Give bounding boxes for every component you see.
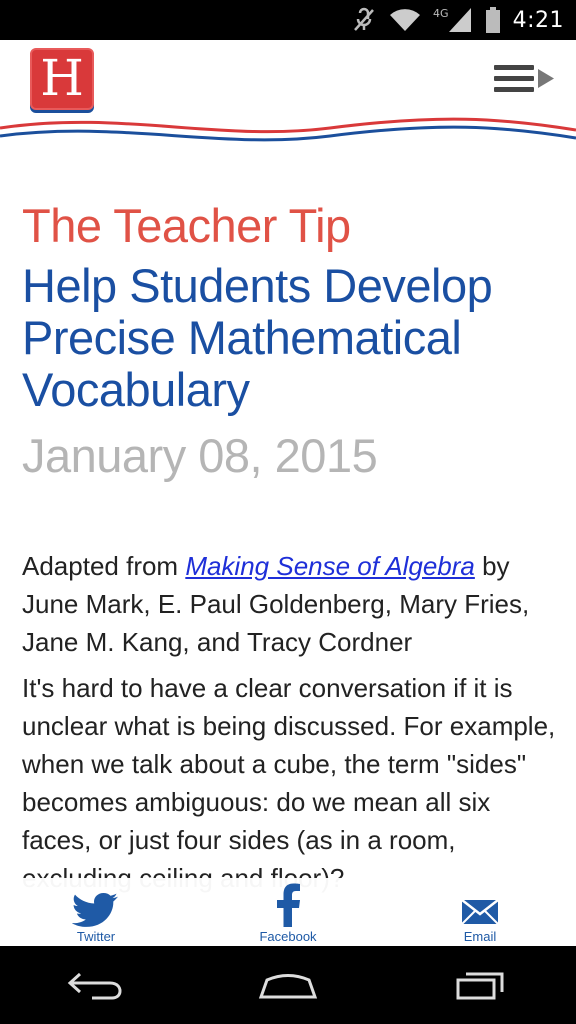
article-paragraph: It's hard to have a clear conversation if it is unclear what is being discussed. For example, when we talk about a cube, the term "sides" becomes ambiguous: do we mean all six faces, or just four sides (as in a room, <box>22 672 556 855</box>
logo-letter: H <box>40 49 84 107</box>
recents-button[interactable] <box>440 960 520 1010</box>
facebook-icon <box>274 883 302 927</box>
article-attribution <box>22 547 562 661</box>
system-nav-bar <box>0 946 576 1024</box>
network-label: 4G <box>432 7 449 20</box>
article-date: January 08, 2015 <box>22 428 378 482</box>
share-twitter-button[interactable] <box>0 878 192 946</box>
header-wave-divider <box>0 112 576 152</box>
home-icon <box>257 968 319 1002</box>
attribution-authors: by June Mark, E. Paul Goldenberg, Mary Fries, Jane M. Kang, and Tracy Cordner <box>22 550 530 657</box>
app-header <box>0 40 576 150</box>
share-email-button[interactable] <box>384 878 576 946</box>
status-time: 4:21 <box>512 7 564 33</box>
wifi-icon <box>389 7 421 33</box>
home-button[interactable] <box>248 960 328 1010</box>
mute-icon <box>351 7 377 33</box>
twitter-icon <box>72 893 120 927</box>
article <box>22 200 562 897</box>
status-bar <box>0 0 576 40</box>
email-icon <box>461 899 499 927</box>
article-title: Help Students Develop Precise Mathematical Vocabulary <box>22 258 493 416</box>
menu-icon <box>494 62 558 96</box>
attribution-prefix: Adapted from <box>22 550 186 581</box>
share-facebook-button[interactable] <box>192 878 384 946</box>
signal-icon <box>433 6 473 34</box>
article-kicker: The Teacher Tip <box>22 199 351 252</box>
book-link[interactable]: Making Sense of Algebra <box>185 550 475 581</box>
facebook-label: Facebook <box>259 929 317 944</box>
menu-button[interactable] <box>494 62 558 96</box>
back-icon <box>66 968 126 1002</box>
back-button[interactable] <box>56 960 136 1010</box>
share-bar <box>0 878 576 946</box>
twitter-label: Twitter <box>76 929 116 944</box>
app-page <box>0 40 576 946</box>
battery-icon <box>485 7 501 33</box>
app-logo[interactable] <box>30 48 94 110</box>
email-label: Email <box>463 929 497 944</box>
recents-icon <box>452 968 508 1002</box>
